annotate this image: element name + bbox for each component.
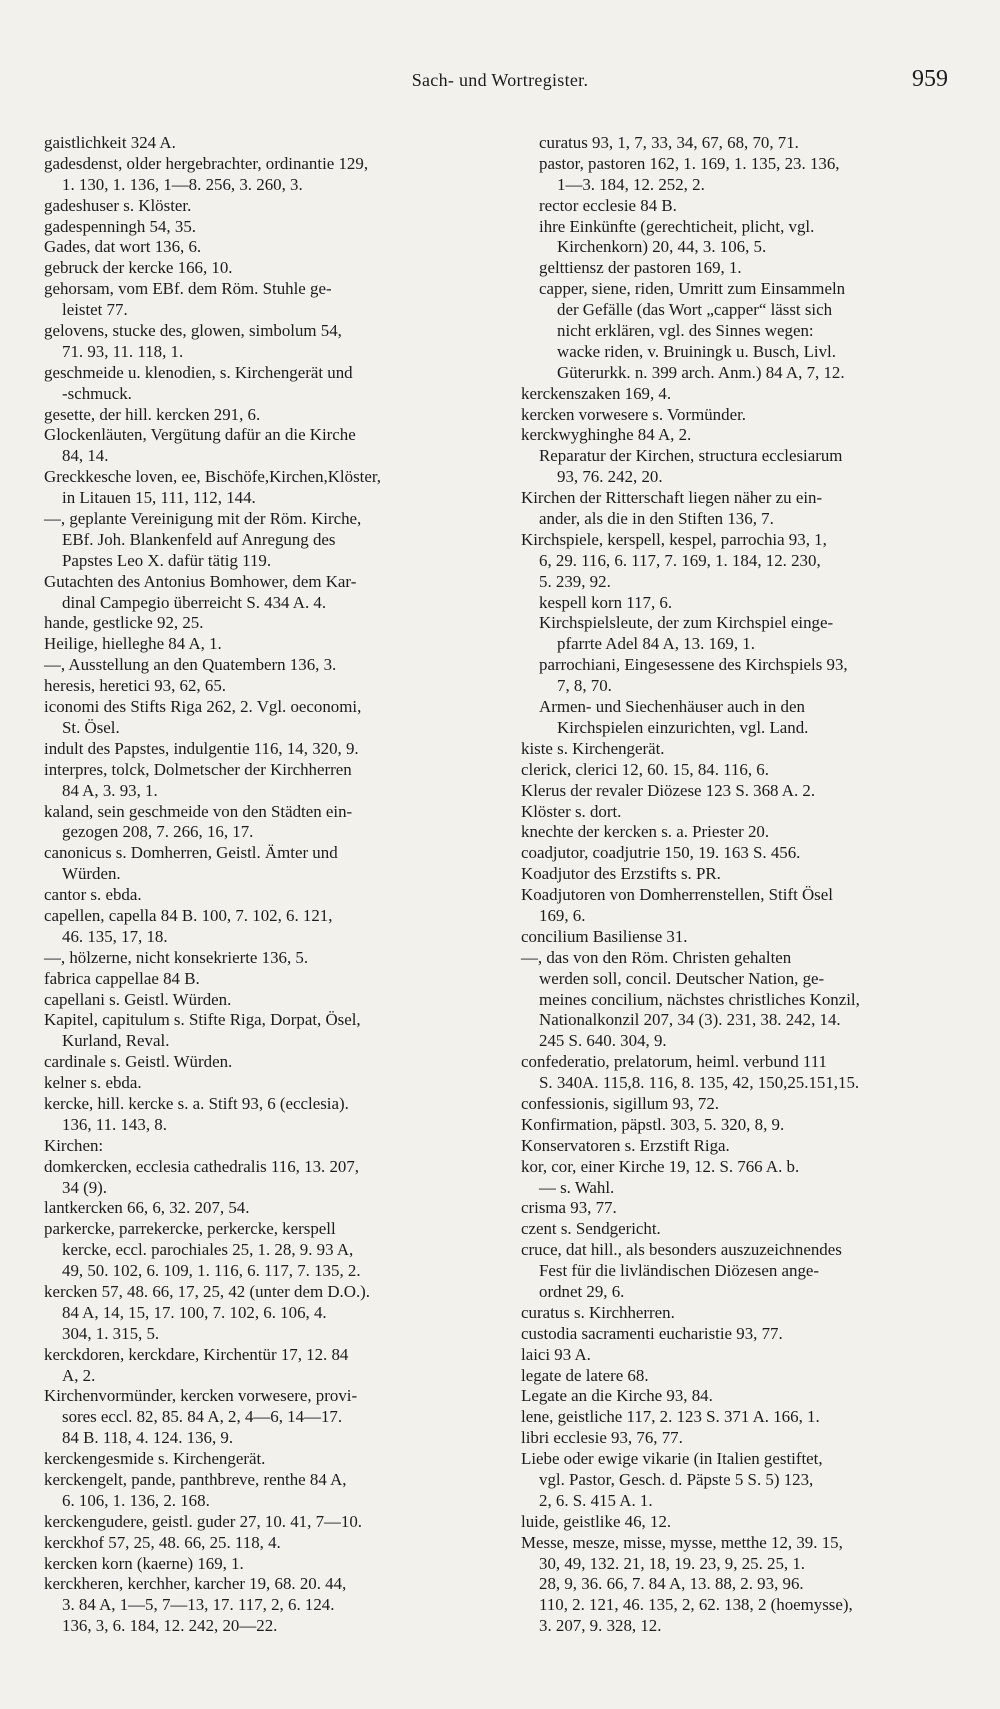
index-line: legate de latere 68. [521, 1365, 649, 1385]
index-column-left [44, 133, 474, 1637]
index-line: -schmuck. [62, 383, 132, 403]
index-line: Kapitel, capitulum s. Stifte Riga, Dorpat, Ösel, [44, 1010, 361, 1030]
index-line: kercken vorwesere s. Vormünder. [521, 404, 746, 424]
index-line: pastor, pastoren 162, 1. 169, 1. 135, 23. 136, [539, 153, 840, 173]
index-line: kaland, sein geschmeide von den Städten ein- [44, 801, 353, 821]
index-line: Kirchen: [44, 1135, 104, 1155]
page-title: Sach- und Wortregister. [411, 70, 589, 90]
index-line: —, hölzerne, nicht konsekrierte 136, 5. [44, 947, 309, 967]
index-line: 245 S. 640. 304, 9. [539, 1031, 667, 1051]
index-line: Papstes Leo X. dafür tätig 119. [62, 550, 272, 570]
index-line: der Gefälle (das Wort „capper“ lässt sich [557, 300, 833, 320]
index-line: kerckenszaken 169, 4. [521, 383, 672, 403]
index-line: 304, 1. 315, 5. [62, 1323, 160, 1343]
index-line: 136, 3, 6. 184, 12. 242, 20—22. [62, 1616, 278, 1636]
index-line: vgl. Pastor, Gesch. d. Päpste 5 S. 5) 123, [539, 1470, 814, 1489]
index-line: clerick, clerici 12, 60. 15, 84. 116, 6. [521, 759, 769, 779]
index-line: gezogen 208, 7. 266, 16, 17. [62, 822, 254, 842]
index-line: 7, 8, 70. [557, 676, 612, 696]
index-line: capellani s. Geistl. Würden. [44, 989, 232, 1009]
index-line: kercken korn (kaerne) 169, 1. [44, 1553, 244, 1573]
index-line: gesette, der hill. kercken 291, 6. [44, 404, 261, 424]
index-line: Konfirmation, päpstl. 303, 5. 320, 8, 9. [521, 1114, 785, 1134]
index-line: gaistlichkeit 324 A. [44, 133, 176, 152]
index-line: Güterurkk. n. 399 arch. Anm.) 84 A, 7, 12. [557, 362, 845, 382]
index-line: Reparatur der Kirchen, structura ecclesiarum [539, 446, 843, 466]
index-line: kerckengesmide s. Kirchengerät. [44, 1449, 266, 1469]
index-line: kerckengelt, pande, panthbreve, renthe 84 A, [44, 1470, 347, 1489]
index-line: ihre Einkünfte (gerechticheit, plicht, vgl. [539, 216, 815, 236]
index-line: 84 B. 118, 4. 124. 136, 9. [62, 1428, 234, 1448]
index-line: kerckwyghinghe 84 A, 2. [521, 425, 692, 445]
index-line: coadjutor, coadjutrie 150, 19. 163 S. 456. [521, 843, 801, 863]
index-line: werden soll, concil. Deutscher Nation, ge- [539, 968, 825, 988]
index-line: custodia sacramenti eucharistie 93, 77. [521, 1323, 783, 1343]
index-line: kerckdoren, kerckdare, Kirchentür 17, 12. 84 [44, 1344, 349, 1364]
index-line: Würden. [62, 864, 121, 884]
index-line: Kirchenkorn) 20, 44, 3. 106, 5. [557, 237, 767, 257]
index-line: ander, als die in den Stiften 136, 7. [539, 509, 774, 529]
index-line: parkercke, parrekercke, perkercke, kerspell [44, 1219, 336, 1239]
index-line: kercke, eccl. parochiales 25, 1. 28, 9. 93 A, [62, 1240, 354, 1260]
index-line: 93, 76. 242, 20. [557, 467, 663, 487]
index-line: Nationalkonzil 207, 34 (3). 231, 38. 242, 14. [539, 1010, 841, 1030]
index-line: Greckkesche loven, ee, Bischöfe,Kirchen,Klöster, [44, 467, 382, 487]
index-line: gadeshuser s. Klöster. [44, 195, 192, 215]
index-line: A, 2. [62, 1365, 96, 1385]
index-line: lantkercken 66, 6, 32. 207, 54. [44, 1198, 250, 1218]
index-line: gelttiensz der pastoren 169, 1. [539, 258, 742, 278]
index-line: kerckhof 57, 25, 48. 66, 25. 118, 4. [44, 1532, 281, 1552]
index-line: domkercken, ecclesia cathedralis 116, 13. 207, [44, 1156, 360, 1176]
index-line: Kirchen der Ritterschaft liegen näher zu ein- [521, 488, 823, 508]
index-line: kelner s. ebda. [44, 1073, 142, 1093]
index-line: rector ecclesie 84 B. [539, 195, 677, 215]
index-line: canonicus s. Domherren, Geistl. Ämter und [44, 843, 338, 863]
index-line: St. Ösel. [62, 717, 120, 737]
index-line: 84, 14. [62, 446, 109, 466]
index-line: czent s. Sendgericht. [521, 1219, 661, 1239]
index-line: 1—3. 184, 12. 252, 2. [557, 174, 705, 194]
index-line: kerckheren, kerchher, karcher 19, 68. 20. 44, [44, 1574, 347, 1594]
index-line: 49, 50. 102, 6. 109, 1. 116, 6. 117, 7. 135, 2. [62, 1261, 361, 1281]
index-line: concilium Basiliense 31. [521, 926, 688, 946]
index-line: capper, siene, riden, Umritt zum Einsammeln [539, 279, 846, 299]
index-line: 30, 49, 132. 21, 18, 19. 23, 9, 25. 25, 1. [539, 1553, 806, 1573]
index-line: hande, gestlicke 92, 25. [44, 613, 204, 633]
index-line: interpres, tolck, Dolmetscher der Kirchherren [44, 759, 352, 779]
index-line: 34 (9). [62, 1177, 108, 1197]
index-line: 46. 135, 17, 18. [62, 926, 168, 946]
index-line: —, geplante Vereinigung mit der Röm. Kirche, [44, 509, 362, 529]
index-line: cruce, dat hill., als besonders auszuzeichnendes [521, 1240, 842, 1260]
index-line: Klerus der revaler Diözese 123 S. 368 A. 2. [521, 780, 816, 800]
index-line: confessionis, sigillum 93, 72. [521, 1093, 719, 1113]
index-line: Klöster s. dort. [521, 801, 622, 821]
index-line: Koadjutor des Erzstifts s. PR. [521, 864, 721, 884]
index-line: gadesdenst, older hergebrachter, ordinantie 129, [44, 153, 369, 173]
index-line: Kirchspiele, kerspell, kespel, parrochia 93, 1, [521, 529, 827, 549]
index-line: kercke, hill. kercke s. a. Stift 93, 6 (ecclesia). [44, 1093, 349, 1113]
index-line: 5. 239, 92. [539, 571, 611, 591]
index-line: 6. 106, 1. 136, 2. 168. [62, 1490, 210, 1510]
index-line: wacke riden, v. Bruiningk u. Busch, Livl. [557, 341, 836, 361]
index-line: gelovens, stucke des, glowen, simbolum 54, [44, 321, 342, 341]
index-line: cantor s. ebda. [44, 885, 142, 905]
index-line: Kirchspielen einzurichten, vgl. Land. [557, 717, 809, 737]
index-line: gehorsam, vom EBf. dem Röm. Stuhle ge- [44, 279, 332, 299]
index-line: kerckengudere, geistl. guder 27, 10. 41, 7—10. [44, 1511, 363, 1531]
index-line: 136, 11. 143, 8. [62, 1114, 167, 1134]
index-line: —, das von den Röm. Christen gehalten [521, 947, 792, 967]
index-line: ordnet 29, 6. [539, 1281, 625, 1301]
index-line: curatus s. Kirchherren. [521, 1302, 675, 1322]
index-line: Koadjutoren von Domherrenstellen, Stift Ösel [521, 885, 833, 905]
index-line: Messe, mesze, misse, mysse, metthe 12, 39. 15, [521, 1532, 843, 1552]
index-line: Gades, dat wort 136, 6. [44, 237, 202, 257]
index-line: confederatio, prelatorum, heiml. verbund 111 [521, 1052, 827, 1072]
index-column-right [521, 133, 951, 1637]
index-line: Kirchenvormünder, kercken vorwesere, provi- [44, 1386, 358, 1406]
index-line: indult des Papstes, indulgentie 116, 14, 320, 9. [44, 738, 359, 758]
index-line: cardinale s. Geistl. Würden. [44, 1052, 233, 1072]
index-line: Kurland, Reval. [62, 1031, 170, 1051]
index-line: —, Ausstellung an den Quatembern 136, 3. [44, 655, 337, 675]
index-line: kespell korn 117, 6. [539, 592, 673, 612]
index-line: fabrica cappellae 84 B. [44, 968, 200, 988]
index-line: S. 340A. 115,8. 116, 8. 135, 42, 150,25.151,15. [539, 1073, 860, 1093]
index-line: geschmeide u. klenodien, s. Kirchengerät und [44, 362, 353, 382]
index-line: capellen, capella 84 B. 100, 7. 102, 6. 121, [44, 905, 333, 925]
index-line: Fest für die livländischen Diözesen ange- [539, 1261, 820, 1281]
index-line: 2, 6. S. 415 A. 1. [539, 1490, 653, 1510]
index-line: lene, geistliche 117, 2. 123 S. 371 A. 166, 1. [521, 1407, 820, 1427]
index-line: dinal Campegio überreicht S. 434 A. 4. [62, 592, 327, 612]
running-header [0, 66, 1000, 96]
index-line: sores eccl. 82, 85. 84 A, 2, 4—6, 14—17. [62, 1407, 343, 1427]
index-line: pfarrte Adel 84 A, 13. 169, 1. [557, 634, 755, 654]
index-line: heresis, heretici 93, 62, 65. [44, 676, 226, 696]
index-line: 28, 9, 36. 66, 7. 84 A, 13. 88, 2. 93, 96. [539, 1574, 804, 1594]
index-line: 169, 6. [539, 905, 586, 925]
index-line: Kirchspielsleute, der zum Kirchspiel einge- [539, 613, 834, 633]
index-line: leistet 77. [62, 300, 128, 320]
index-line: kor, cor, einer Kirche 19, 12. S. 766 A. b. [521, 1156, 800, 1176]
index-line: parrochiani, Eingesessene des Kirchspiels 93, [539, 655, 848, 675]
index-line: 71. 93, 11. 118, 1. [62, 341, 184, 361]
index-line: 1. 130, 1. 136, 1—8. 256, 3. 260, 3. [62, 174, 303, 194]
index-line: Gutachten des Antonius Bomhower, dem Kar- [44, 571, 357, 591]
index-line: 84 A, 14, 15, 17. 100, 7. 102, 6. 106, 4. [62, 1302, 327, 1322]
index-line: meines concilium, nächstes christliches Konzil, [539, 989, 860, 1009]
index-line: luide, geistlike 46, 12. [521, 1511, 672, 1531]
index-line: gebruck der kercke 166, 10. [44, 258, 233, 278]
index-line: kiste s. Kirchengerät. [521, 738, 665, 758]
index-line: Heilige, hielleghe 84 A, 1. [44, 634, 222, 654]
index-line: 84 A, 3. 93, 1. [62, 780, 158, 800]
index-line: gadespenningh 54, 35. [44, 216, 196, 236]
page-number: 959 [912, 66, 948, 92]
index-line: libri ecclesie 93, 76, 77. [521, 1428, 683, 1448]
index-line: Glockenläuten, Vergütung dafür an die Kirche [44, 425, 356, 445]
index-line: 110, 2. 121, 46. 135, 2, 62. 138, 2 (hoemysse), [539, 1595, 853, 1615]
index-line: 3. 207, 9. 328, 12. [539, 1616, 662, 1636]
index-line: crisma 93, 77. [521, 1198, 617, 1218]
index-line: Armen- und Siechenhäuser auch in den [539, 697, 805, 717]
index-line: — s. Wahl. [539, 1177, 615, 1197]
index-line: nicht erklären, vgl. des Sinnes wegen: [557, 321, 814, 341]
index-line: Liebe oder ewige vikarie (in Italien gestiftet, [521, 1449, 823, 1469]
index-line: 3. 84 A, 1—5, 7—13, 17. 117, 2, 6. 124. [62, 1595, 335, 1615]
index-line: EBf. Joh. Blankenfeld auf Anregung des [62, 529, 336, 549]
index-line: Konservatoren s. Erzstift Riga. [521, 1135, 730, 1155]
index-line: kercken 57, 48. 66, 17, 25, 42 (unter dem D.O.). [44, 1281, 371, 1301]
index-line: iconomi des Stifts Riga 262, 2. Vgl. oeconomi, [44, 697, 362, 717]
index-line: 6, 29. 116, 6. 117, 7. 169, 1. 184, 12. 230, [539, 550, 821, 570]
index-line: knechte der kercken s. a. Priester 20. [521, 822, 770, 842]
index-line: Legate an die Kirche 93, 84. [521, 1386, 713, 1406]
index-line: curatus 93, 1, 7, 33, 34, 67, 68, 70, 71. [539, 133, 799, 152]
index-line: laici 93 A. [521, 1344, 591, 1364]
index-line: in Litauen 15, 111, 112, 144. [62, 488, 256, 508]
